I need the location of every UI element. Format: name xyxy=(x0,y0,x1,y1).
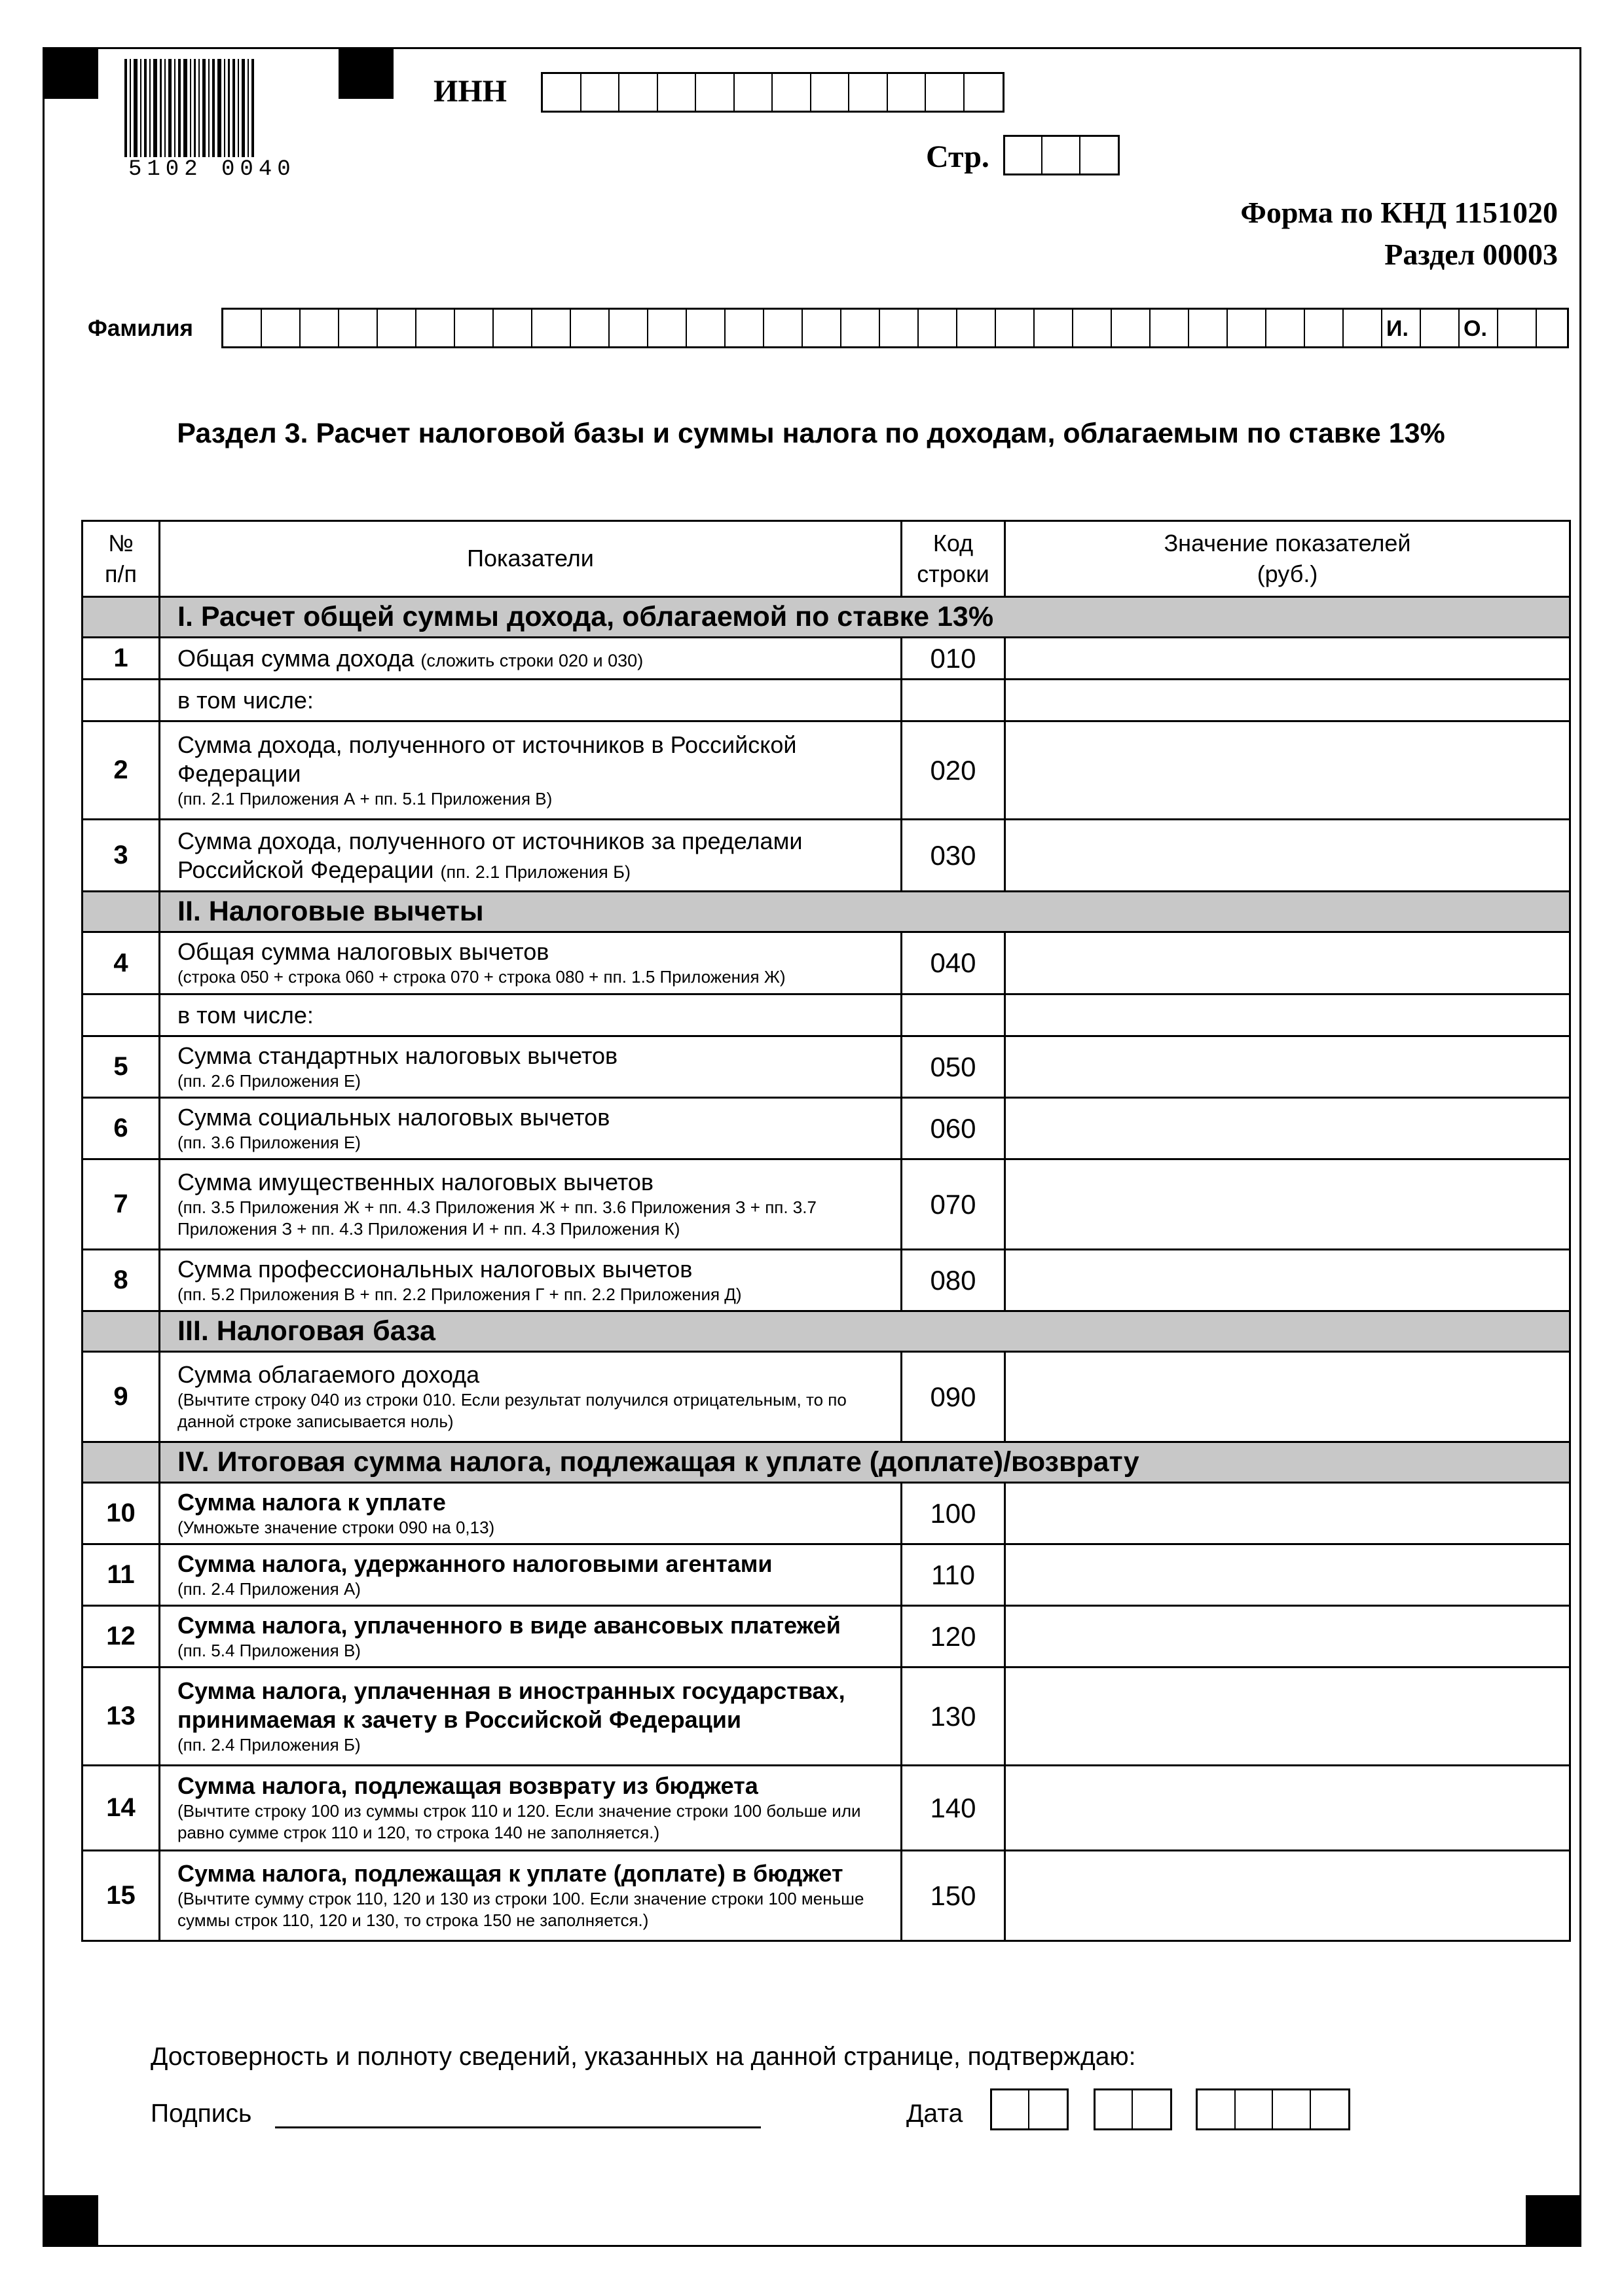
confirmation-text: Достоверность и полноту сведений, указанных на данной странице, подтверждаю: xyxy=(151,2043,1136,2071)
table-row: 9 Сумма облагаемого дохода (Вычтите строку 040 из строки 010. Если результат получился отрицательным, то по данной строке записывается ноль) 090 xyxy=(83,1352,1570,1442)
value-cell-050[interactable] xyxy=(1005,1036,1570,1098)
surname-cells[interactable] xyxy=(221,308,1569,348)
section-header-3: III. Налоговая база xyxy=(83,1311,1570,1352)
table-row-sub: в том числе: xyxy=(83,994,1570,1036)
initial-o-cell: О. xyxy=(1460,310,1498,346)
table-row: 1 Общая сумма дохода (сложить строки 020 и 030) 010 xyxy=(83,638,1570,680)
corner-marker-top-left xyxy=(43,48,98,99)
calculation-table xyxy=(81,520,1571,1942)
table-row: 7 Сумма имущественных налоговых вычетов (пп. 3.5 Приложения Ж + пп. 4.3 Приложения Ж + пп. 3.6 Приложения З + пп. 3.7 Приложения З + пп. 4.3 Приложения И + пп. 4.3 Приложения К) 070 xyxy=(83,1159,1570,1250)
table-header-row xyxy=(83,521,1570,597)
table-row: 11 Сумма налога, удержанного налоговыми агентами (пп. 2.4 Приложения А) 110 xyxy=(83,1544,1570,1606)
value-cell-120[interactable] xyxy=(1005,1606,1570,1667)
table-row-sub: в том числе: xyxy=(83,680,1570,721)
signature-label: Подпись xyxy=(151,2100,252,2128)
col-header-value: Значение показателей (руб.) xyxy=(1005,521,1570,597)
page-label: Стр. xyxy=(926,139,989,174)
date-label: Дата xyxy=(906,2100,963,2128)
value-cell-140[interactable] xyxy=(1005,1766,1570,1851)
value-cell-070[interactable] xyxy=(1005,1159,1570,1250)
table-row: 2 Сумма дохода, полученного от источников в Российской Федерации (пп. 2.1 Приложения А + пп. 5.1 Приложения В) 020 xyxy=(83,721,1570,820)
table-row: 5 Сумма стандартных налоговых вычетов (пп. 2.6 Приложения Е) 050 xyxy=(83,1036,1570,1098)
form-code: Форма по КНД 1151020 xyxy=(1240,196,1558,229)
value-cell-010[interactable] xyxy=(1005,638,1570,680)
value-cell-110[interactable] xyxy=(1005,1544,1570,1606)
value-cell-030[interactable] xyxy=(1005,820,1570,892)
section-code: Раздел 00003 xyxy=(1384,238,1558,271)
barcode-digits: 5102 0040 xyxy=(128,157,296,182)
col-header-code: Код строки xyxy=(902,521,1005,597)
table-row: 13 Сумма налога, уплаченная в иностранных государствах, принимаемая к зачету в Российской Федерации (пп. 2.4 Приложения Б) 130 xyxy=(83,1667,1570,1766)
date-day-cells[interactable] xyxy=(990,2088,1069,2130)
page-number-cells[interactable] xyxy=(1003,135,1120,175)
inn-label: ИНН xyxy=(433,74,507,109)
date-year-cells[interactable] xyxy=(1196,2088,1350,2130)
signature-line[interactable] xyxy=(275,2126,761,2128)
value-cell-130[interactable] xyxy=(1005,1667,1570,1766)
surname-label: Фамилия xyxy=(88,316,193,341)
corner-marker-bottom-right xyxy=(1526,2195,1581,2246)
value-cell-020[interactable] xyxy=(1005,721,1570,820)
corner-marker-top-mid xyxy=(339,48,394,99)
table-row: 8 Сумма профессиональных налоговых вычетов (пп. 5.2 Приложения В + пп. 2.2 Приложения Г + пп. 2.2 Приложения Д) 080 xyxy=(83,1250,1570,1311)
inn-cells[interactable] xyxy=(541,72,1005,113)
col-header-indicators: Показатели xyxy=(160,521,902,597)
value-cell-040[interactable] xyxy=(1005,932,1570,994)
table-row: 14 Сумма налога, подлежащая возврату из бюджета (Вычтите строку 100 из суммы строк 110 и 120. Если значение строки 100 больше или равно сумме строк 110 и 120, то строка 140 не заполняется.) 140 xyxy=(83,1766,1570,1851)
section-header-2: II. Налоговые вычеты xyxy=(83,892,1570,932)
table-row: 10 Сумма налога к уплате (Умножьте значение строки 090 на 0,13) 100 xyxy=(83,1483,1570,1544)
table-row: 3 Сумма дохода, полученного от источников за пределами Российской Федерации (пп. 2.1 Приложения Б) 030 xyxy=(83,820,1570,892)
value-cell-150[interactable] xyxy=(1005,1851,1570,1941)
value-cell-090[interactable] xyxy=(1005,1352,1570,1442)
value-cell-080[interactable] xyxy=(1005,1250,1570,1311)
value-cell-060[interactable] xyxy=(1005,1098,1570,1159)
barcode xyxy=(124,59,288,164)
value-cell-100[interactable] xyxy=(1005,1483,1570,1544)
section-header-4: IV. Итоговая сумма налога, подлежащая к уплате (доплате)/возврату xyxy=(83,1442,1570,1483)
initial-i-cell: И. xyxy=(1382,310,1421,346)
section-title: Раздел 3. Расчет налоговой базы и суммы налога по доходам, облагаемым по ставке 13% xyxy=(177,418,1445,449)
table-row: 12 Сумма налога, уплаченного в виде авансовых платежей (пп. 5.4 Приложения В) 120 xyxy=(83,1606,1570,1667)
col-header-num: № п/п xyxy=(83,521,160,597)
section-header-1: I. Расчет общей суммы дохода, облагаемой по ставке 13% xyxy=(83,597,1570,638)
corner-marker-bottom-left xyxy=(43,2195,98,2246)
table-row: 6 Сумма социальных налоговых вычетов (пп. 3.6 Приложения Е) 060 xyxy=(83,1098,1570,1159)
date-month-cells[interactable] xyxy=(1094,2088,1172,2130)
table-row: 15 Сумма налога, подлежащая к уплате (доплате) в бюджет (Вычтите сумму строк 110, 120 и 130 из строки 100. Если значение строки 100 меньше суммы строк 110, 120 и 130, то строка 150 не заполняется.) 150 xyxy=(83,1851,1570,1941)
table-row: 4 Общая сумма налоговых вычетов (строка 050 + строка 060 + строка 070 + строка 080 + пп. 1.5 Приложения Ж) 040 xyxy=(83,932,1570,994)
